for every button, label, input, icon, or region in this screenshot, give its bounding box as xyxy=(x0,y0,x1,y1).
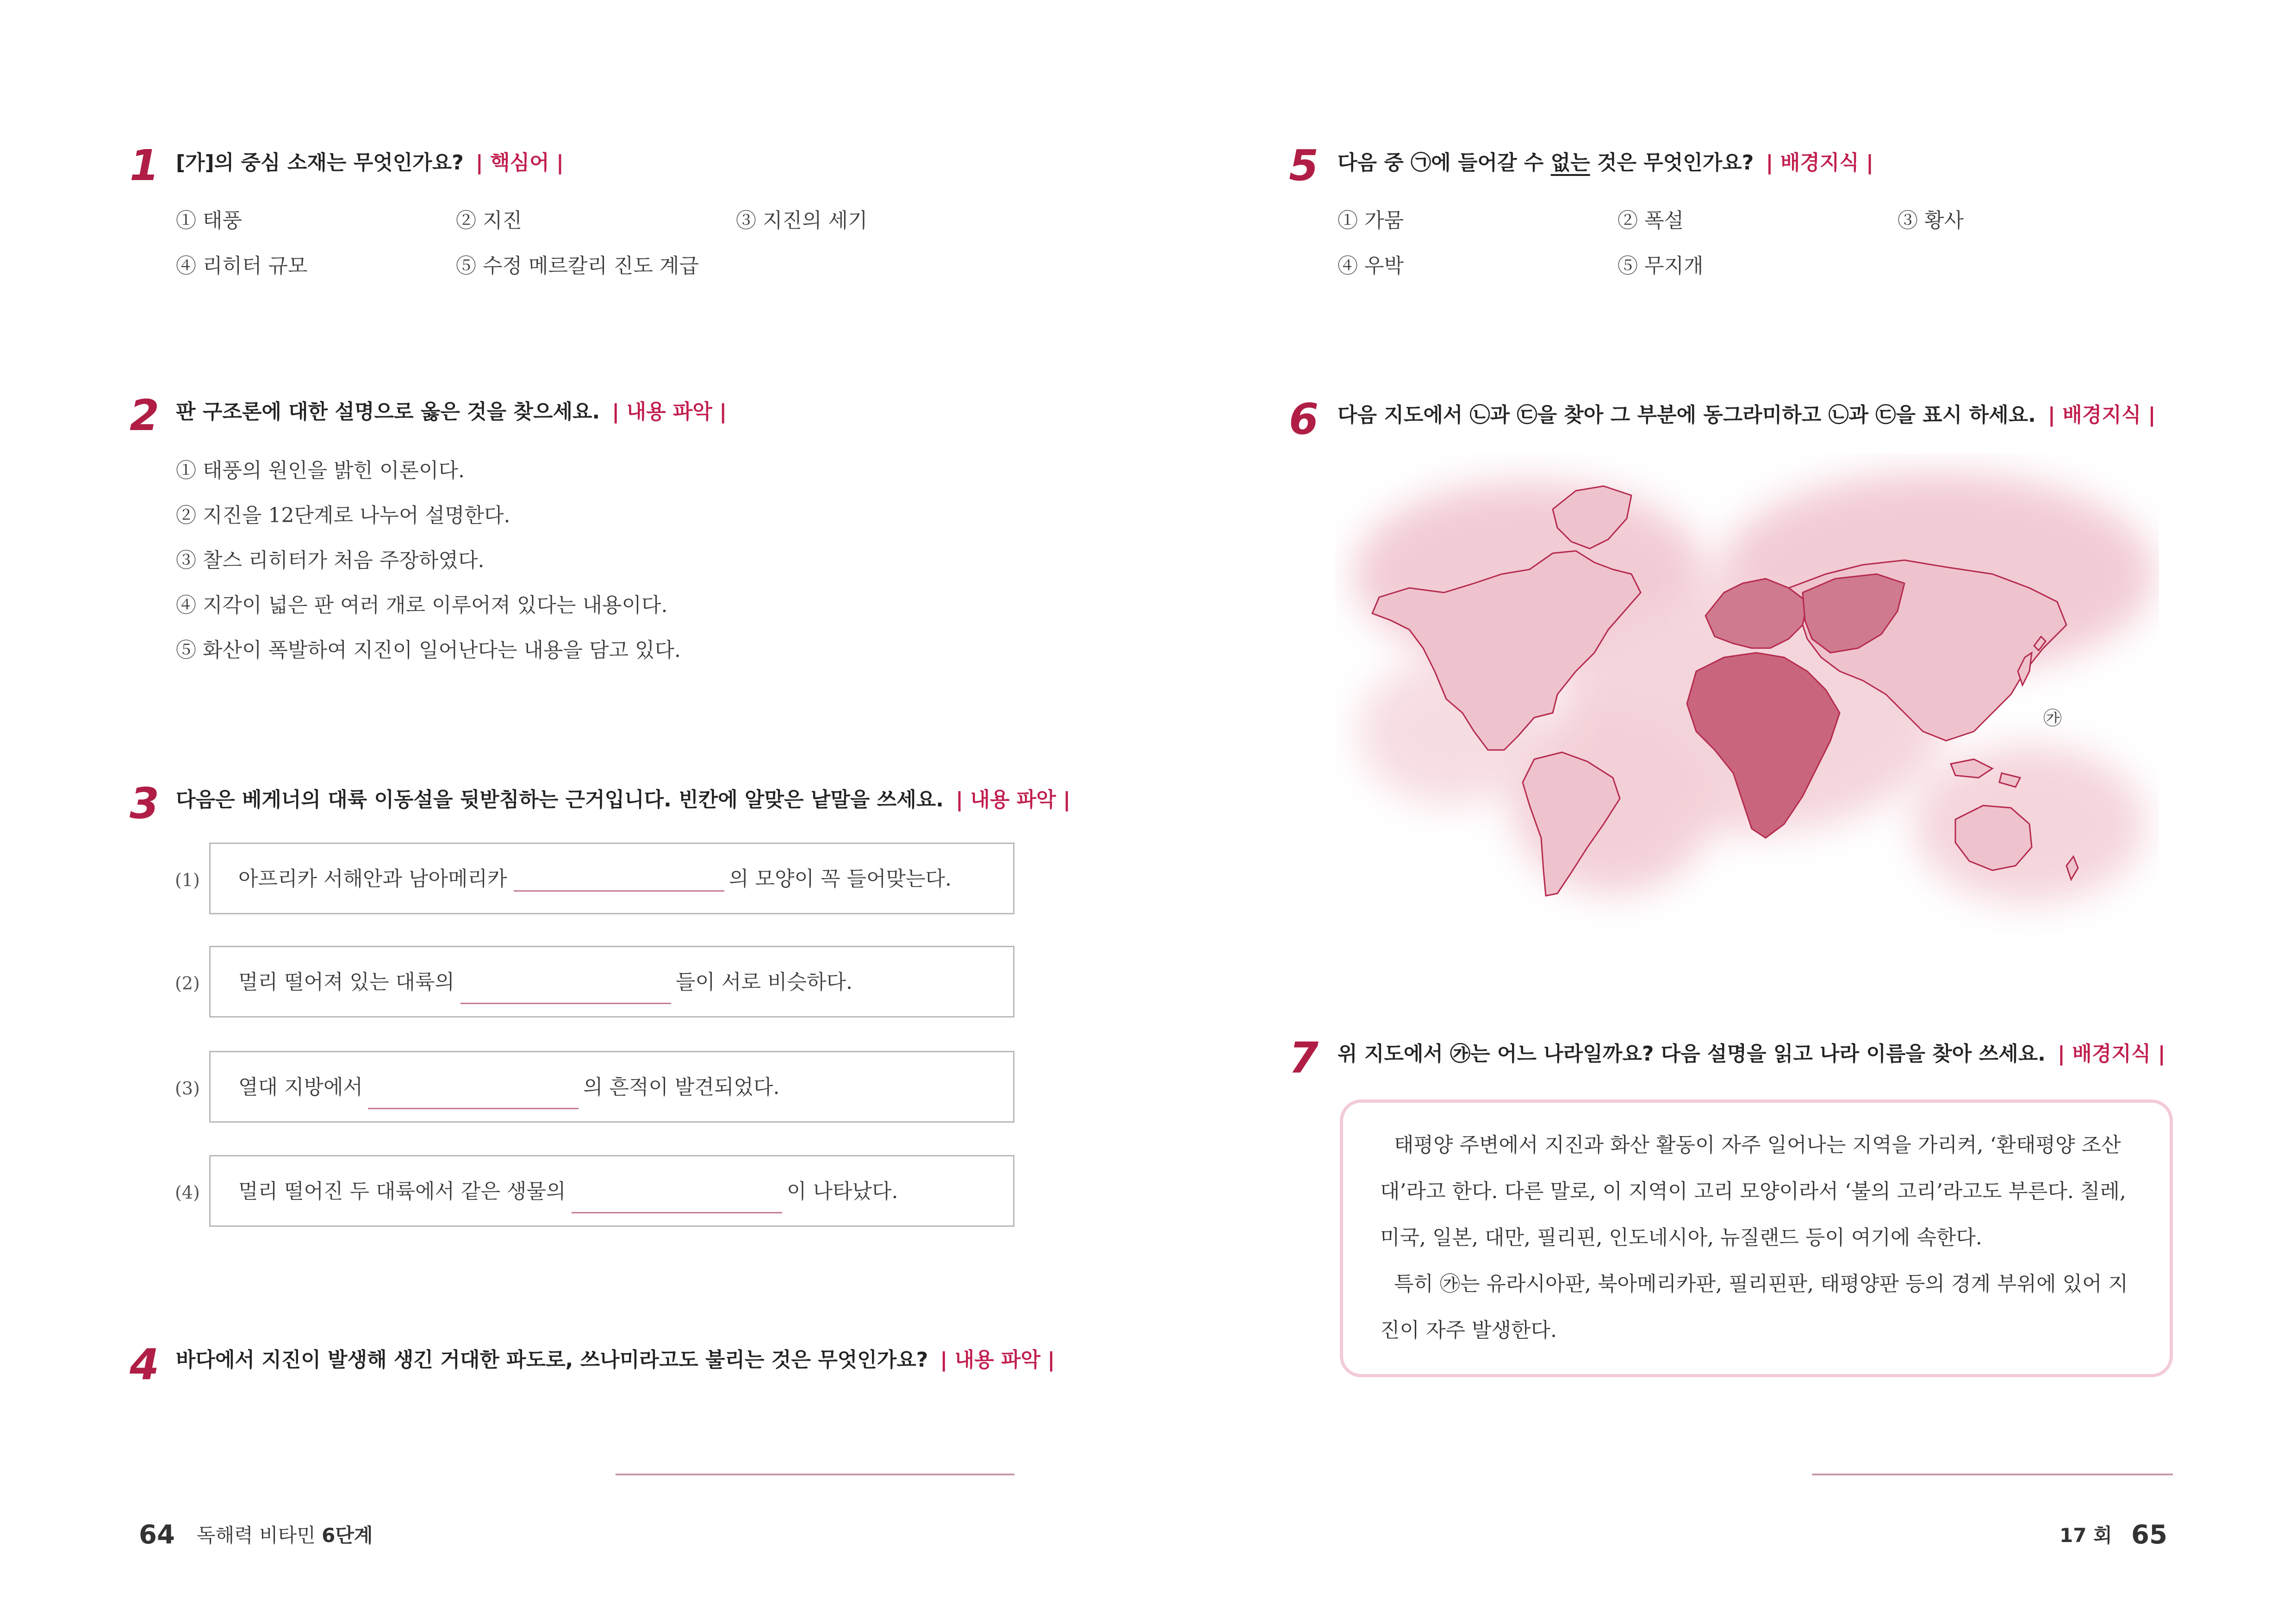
q5-option-1[interactable]: ① 가뭄 xyxy=(1338,209,1404,232)
q3-item-3-label: (3) xyxy=(175,1078,200,1099)
question-number-5: 5 xyxy=(1289,141,1319,190)
question-number-6: 6 xyxy=(1289,394,1319,444)
question-4-tag: | 내용 파악 | xyxy=(940,1348,1055,1372)
q2-option-4[interactable]: ④ 지각이 넓은 판 여러 개로 이루어져 있다는 내용이다. xyxy=(176,593,668,617)
q3-item-1-label: (1) xyxy=(175,870,200,890)
question-number-2: 2 xyxy=(130,391,160,440)
q3-item-1-before: 아프리카 서해안과 남아메리카 xyxy=(238,867,507,891)
q5-option-3[interactable]: ③ 황사 xyxy=(1898,209,1964,232)
question-2-tag: | 내용 파악 | xyxy=(612,400,727,424)
question-6-prompt: 다음 지도에서 ㉡과 ㉢을 찾아 그 부분에 동그라미하고 ㉡과 ㉢을 표시 하세요. xyxy=(1338,403,2036,427)
question-2-prompt: 판 구조론에 대한 설명으로 옳은 것을 찾으세요. xyxy=(176,400,600,424)
question-7-tag: | 배경지식 | xyxy=(2057,1042,2165,1066)
q3-item-3-before: 열대 지방에서 xyxy=(238,1075,363,1099)
question-7-text xyxy=(1338,1044,2165,1064)
q1-option-4[interactable]: ④ 리히터 규모 xyxy=(176,254,308,278)
q3-item-1-box xyxy=(209,843,1014,914)
question-6-tag: | 배경지식 | xyxy=(2047,403,2156,427)
question-3-tag: | 내용 파악 | xyxy=(955,788,1071,812)
q7-line-1: 태평양 주변에서 지진과 화산 활동이 자주 일어나는 지역을 가리켜, ‘환태평양 조산 xyxy=(1394,1133,2121,1157)
q7-answer-line[interactable] xyxy=(1812,1474,2173,1475)
left-page-number: 64 xyxy=(139,1520,175,1550)
q3-item-2-box xyxy=(209,946,1014,1018)
question-1-text xyxy=(176,153,564,173)
book-title-text: 독해력 비타민 xyxy=(197,1524,322,1547)
question-number-1: 1 xyxy=(130,141,160,190)
q7-line-2: 대’라고 한다. 다른 말로, 이 지역이 고리 모양이라서 ‘불의 고리’라고도 부른다. 칠레, xyxy=(1380,1180,2126,1203)
q1-option-3[interactable]: ③ 지진의 세기 xyxy=(736,209,868,232)
q3-item-1-blank[interactable] xyxy=(514,890,724,892)
map-marker-ga[interactable]: ㉮ xyxy=(2043,708,2062,729)
q2-option-2[interactable]: ② 지진을 12단계로 나누어 설명한다. xyxy=(176,504,510,527)
q2-option-5[interactable]: ⑤ 화산이 폭발하여 지진이 일어난다는 내용을 담고 있다. xyxy=(176,638,681,662)
question-5-underlined-word: 없는 xyxy=(1550,151,1590,175)
q3-item-3-box xyxy=(209,1051,1014,1123)
q4-answer-line[interactable] xyxy=(616,1474,1014,1475)
right-page-number: 65 xyxy=(2131,1520,2167,1550)
q3-item-2-blank[interactable] xyxy=(460,1003,671,1004)
question-number-7: 7 xyxy=(1289,1033,1319,1083)
q7-description-box xyxy=(1340,1099,2173,1377)
q1-option-5[interactable]: ⑤ 수정 메르칼리 진도 계급 xyxy=(456,254,699,278)
question-5-prompt-post: 것은 무엇인가요? xyxy=(1590,151,1754,175)
question-number-3: 3 xyxy=(130,779,160,828)
q3-item-1-after: 의 모양이 꼭 들어맞는다. xyxy=(729,867,952,891)
question-1-prompt: [가]의 중심 소재는 무엇인가요? xyxy=(176,151,464,175)
question-1-tag: | 핵심어 | xyxy=(475,151,564,175)
question-7-prompt: 위 지도에서 ㉮는 어느 나라일까요? 다음 설명을 읽고 나라 이름을 찾아 쓰세요. xyxy=(1338,1042,2046,1066)
q2-option-1[interactable]: ① 태풍의 원인을 밝힌 이론이다. xyxy=(176,459,465,482)
question-2-text xyxy=(176,402,727,422)
question-4-prompt: 바다에서 지진이 발생해 생긴 거대한 파도로, 쓰나미라고도 불리는 것은 무엇인가요? xyxy=(176,1348,928,1372)
q5-option-2[interactable]: ② 폭설 xyxy=(1618,209,1684,232)
world-map[interactable] xyxy=(1335,454,2159,935)
q3-item-3-after: 의 흔적이 발견되었다. xyxy=(583,1075,780,1099)
q3-item-4-blank[interactable] xyxy=(572,1212,782,1213)
q7-line-3: 미국, 일본, 대만, 필리핀, 인도네시아, 뉴질랜드 등이 여기에 속한다. xyxy=(1380,1226,1982,1249)
q3-item-4-after: 이 나타났다. xyxy=(787,1180,898,1203)
book-level: 6단계 xyxy=(322,1524,373,1547)
q2-option-3[interactable]: ③ 찰스 리히터가 처음 주장하였다. xyxy=(176,549,485,572)
q3-item-2-before: 멀리 떨어져 있는 대륙의 xyxy=(238,970,454,994)
book-title xyxy=(197,1526,373,1545)
q1-option-1[interactable]: ① 태풍 xyxy=(176,209,242,232)
question-3-text xyxy=(176,790,1070,810)
q3-item-4-label: (4) xyxy=(175,1182,200,1203)
session-number: 17 회 xyxy=(2060,1524,2112,1547)
question-3-prompt: 다음은 베게너의 대륙 이동설을 뒷받침하는 근거입니다. 빈칸에 알맞은 낱말을 쓰세요. xyxy=(176,788,944,812)
q5-option-5[interactable]: ⑤ 무지개 xyxy=(1618,254,1704,278)
q3-item-2-label: (2) xyxy=(175,973,200,993)
question-4-text xyxy=(176,1350,1055,1370)
q7-line-4: 특히 ㉮는 유라시아판, 북아메리카판, 필리핀판, 태평양판 등의 경계 부위에 있어 지 xyxy=(1394,1272,2128,1296)
question-5-text xyxy=(1338,153,1873,173)
question-5-tag: | 배경지식 | xyxy=(1766,151,1874,175)
question-6-text xyxy=(1338,405,2156,425)
q1-option-2[interactable]: ② 지진 xyxy=(456,209,522,232)
question-5-prompt-pre: 다음 중 ㉠에 들어갈 수 xyxy=(1338,151,1551,175)
q3-item-3-blank[interactable] xyxy=(368,1108,579,1109)
q7-line-5: 진이 자주 발생한다. xyxy=(1380,1318,1557,1342)
q5-option-4[interactable]: ④ 우박 xyxy=(1338,254,1404,278)
q3-item-2-after: 들이 서로 비슷하다. xyxy=(676,970,852,994)
q3-item-4-before: 멀리 떨어진 두 대륙에서 같은 생물의 xyxy=(238,1180,566,1203)
q3-item-4-box xyxy=(209,1155,1014,1227)
question-number-4: 4 xyxy=(130,1340,160,1389)
